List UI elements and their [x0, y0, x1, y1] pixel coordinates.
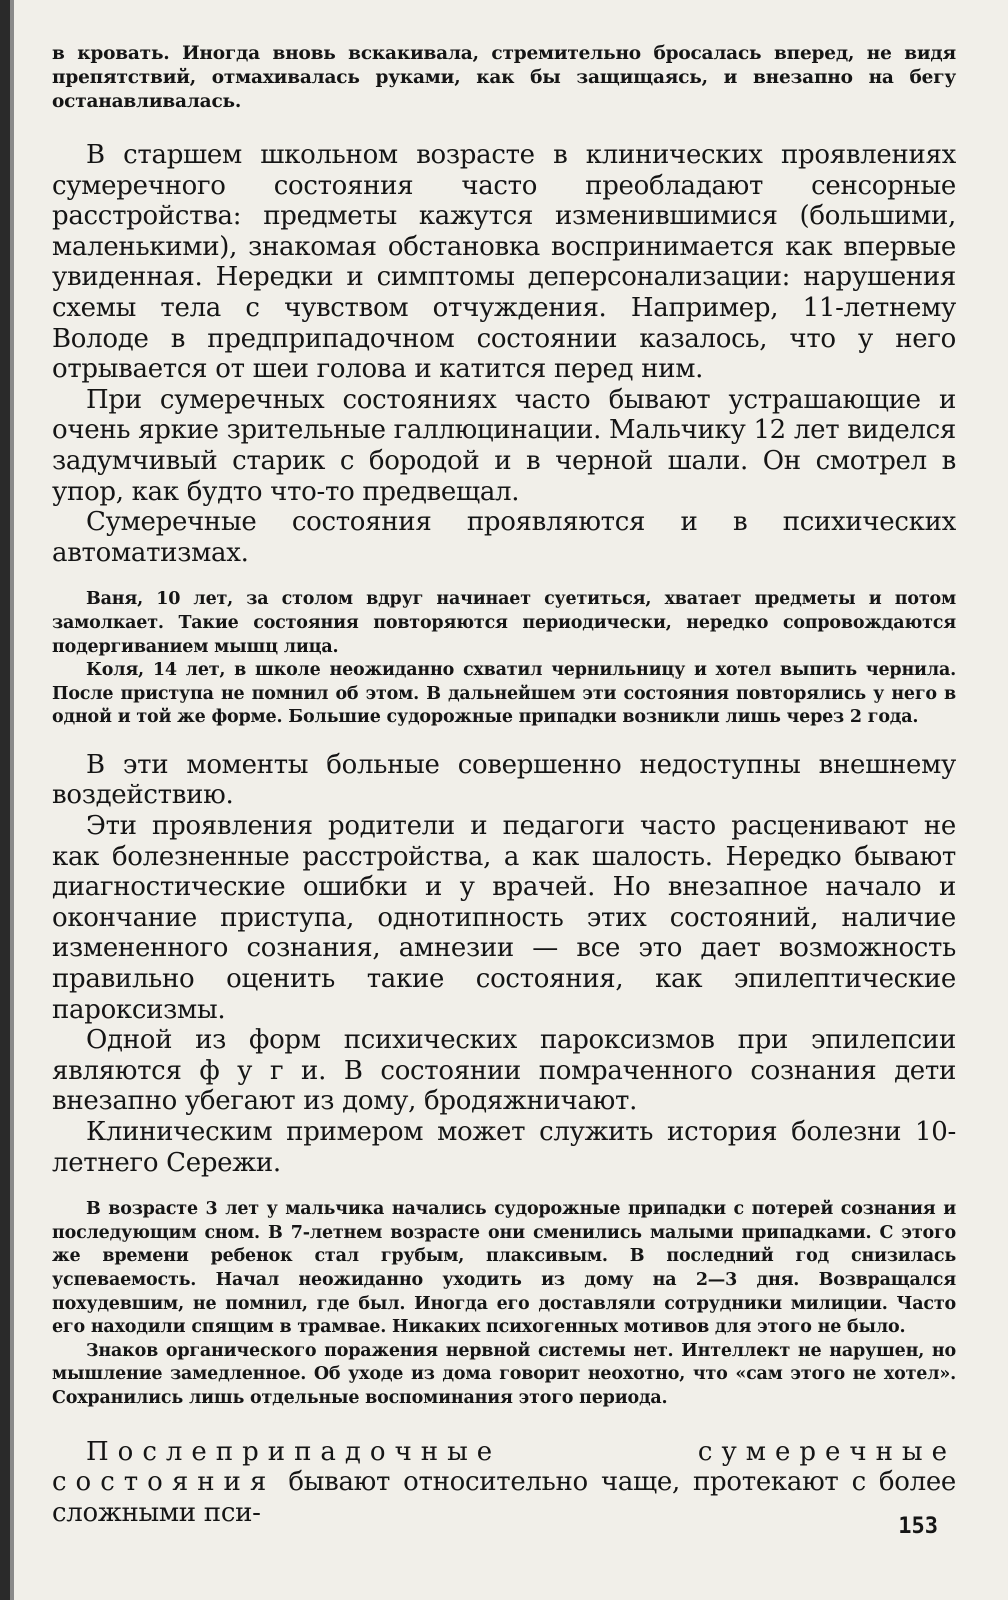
paragraph-postictal: [52, 1437, 956, 1529]
case-vanya: Ваня, 10 лет, за столом вдруг начинает суетиться, хватает предметы и потом замолкает. Такие состояния повторяются периодически, нередко сопровождаются подергиванием мышц лица.: [52, 589, 956, 657]
page-edge-shadow: [0, 0, 10, 1600]
paragraph-clinical-example: Клиническим примером может служить история болезни 10-летнего Сережи.: [52, 1117, 956, 1178]
page-edge-gutter: [10, 0, 14, 1600]
paragraph-fugues: Одной из форм психических пароксизмов при эпилепсии являются ф у г и. В состоянии помраченного сознания дети внезапно убегают из дому, бродяжничают.: [52, 1025, 956, 1117]
paragraph-diagnostic-errors: Эти проявления родители и педагоги часто расценивают не как болезненные расстройства, а как шалость. Нередко бывают диагностические ошибки и у врачей. Но внезапное начало и окончание приступа, однотипность этих состояний, наличие измененного сознания, амнезии — все это дает возможность правильно оценить такие состояния, как эпилептические пароксизмы.: [52, 811, 956, 1025]
paragraph-automatisms: Сумеречные состояния проявляются и в психических автоматизмах.: [52, 507, 956, 568]
paragraph-continuation: в кровать. Иногда вновь вскакивала, стремительно бросалась вперед, не видя препятствий, отмахивалась руками, как бы защищаясь, и внезапно на бегу останавливалась.: [52, 43, 956, 112]
paragraph-twilight-senior-age: В старшем школьном возрасте в клинических проявлениях сумеречного состояния часто преобладают сенсорные расстройства: предметы кажутся изменившимися (большими, маленькими), знакомая обстановка воспринимается как впервые увиденная. Нередки и симптомы деперсонализации: нарушения схемы тела с чувством отчуждения. Например, 11-летнему Володе в предприпадочном состоянии казалось, что у него отрывается от шеи голова и катится перед ним.: [52, 140, 956, 385]
spaced-term: Послеприпадочные сумеречные состояния: [52, 1436, 956, 1498]
paragraph-inaccessible: В эти моменты больные совершенно недоступны внешнему воздействию.: [52, 749, 956, 811]
paragraph-postictal-rest: бывают относительно чаще, протекают с более сложными пси-: [52, 1467, 956, 1528]
page-number: 153: [898, 1514, 938, 1539]
paragraph-hallucinations: При сумеречных состояниях часто бывают устрашающие и очень яркие зрительные галлюцинации. Мальчику 12 лет виделся задумчивый старик с бородой и в черной шали. Он смотрел в упор, как будто что-то предвещал.: [52, 384, 956, 507]
page-body: [52, 42, 956, 1528]
case-seryozha-history: В возрасте 3 лет у мальчика начались судорожные припадки с потерей сознания и последующим сном. В 7-летнем возрасте они сменились малыми припадками. С этого же времени ребенок стал грубым, плаксивым. В последний год снизилась успеваемость. Начал неожиданно уходить из дому на 2—3 дня. Возвращался похудевшим, не помнил, где был. Иногда его доставляли сотрудники милиции. Часто его находили спящим в трамвае. Никаких психогенных мотивов для этого не было.: [52, 1199, 956, 1338]
case-kolya: Коля, 14 лет, в школе неожиданно схватил чернильницу и хотел выпить чернила. После приступа не помнил об этом. В дальнейшем эти состояния повторялись у него в одной и той же форме. Большие судорожные припадки возникли лишь через 2 года.: [52, 660, 956, 728]
case-seryozha-status: Знаков органического поражения нервной системы нет. Интеллект не нарушен, но мышление замедленное. Об уходе из дома говорит неохотно, что «сам этого не хотел». Сохранились лишь отдельные воспоминания этого периода.: [52, 1340, 956, 1408]
